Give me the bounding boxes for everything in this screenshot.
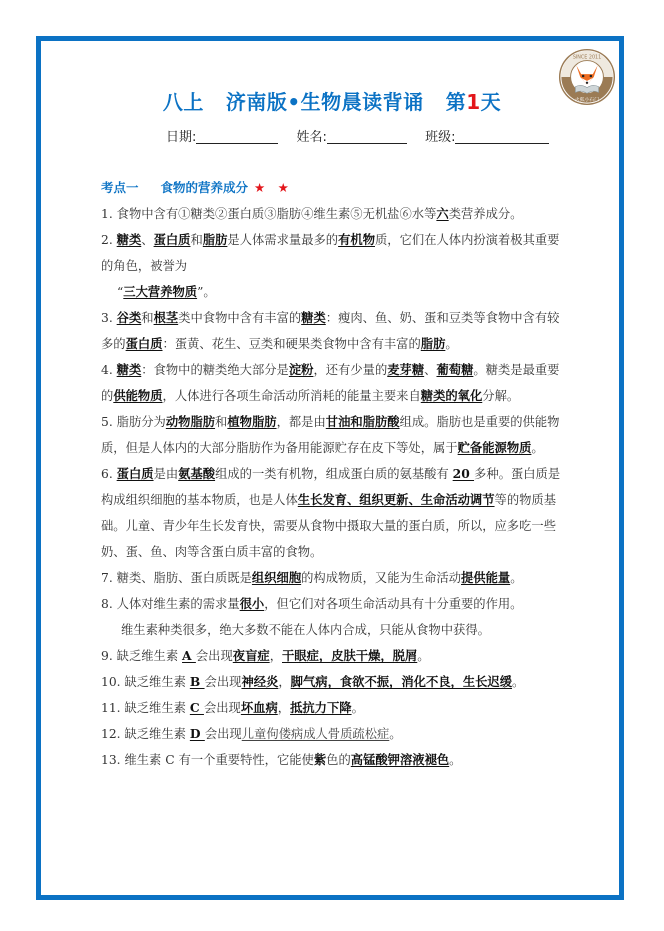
- text-segment: 5. 脂肪分为: [101, 415, 166, 429]
- text-segment: ：瘦肉、鱼、奶、蛋和豆类等食物中含有较多的: [101, 311, 560, 351]
- key-term: 糖类: [116, 362, 142, 377]
- key-term: C: [189, 700, 204, 715]
- key-term: 蛋白质: [153, 232, 191, 247]
- key-term: 供能物质: [113, 388, 163, 403]
- key-term: 高锰酸钾溶液褪色: [350, 752, 450, 767]
- date-label: 日期:: [166, 130, 197, 145]
- name-blank[interactable]: [327, 129, 407, 144]
- key-term: 抵抗力下降: [290, 700, 352, 715]
- list-item: [101, 747, 569, 773]
- text-segment: 1. 食物中含有①糖类②蛋白质③脂肪④维生素⑤无机盐⑥水等: [101, 207, 437, 221]
- text-segment: 。糖类是最重要的: [101, 363, 560, 403]
- key-term: 提供能量: [461, 570, 511, 585]
- text-segment: ，人体进行各项生命活动所消耗的能量主要来自: [162, 389, 421, 403]
- list-item: [101, 721, 569, 747]
- date-blank[interactable]: [196, 129, 278, 144]
- key-term: 淀粉: [288, 362, 314, 377]
- text-segment: ”。: [197, 285, 216, 299]
- key-term: 组织细胞: [251, 570, 302, 585]
- key-term: 很小: [239, 596, 265, 611]
- key-term: 脂肪: [202, 232, 228, 247]
- text-segment: 。: [510, 571, 523, 585]
- section-heading: [101, 178, 293, 196]
- list-item: [101, 591, 569, 617]
- text-segment: 6.: [101, 467, 117, 481]
- text-segment: 3.: [101, 311, 117, 325]
- svg-text:火狐小石门: 火狐小石门: [574, 98, 600, 104]
- student-info-fields: [166, 126, 563, 145]
- list-item: [101, 227, 569, 279]
- text-segment: ，: [278, 675, 291, 689]
- text-segment: 9. 缺乏维生素: [101, 649, 183, 663]
- text-segment: ，还有少量的: [313, 363, 388, 377]
- text-segment: 7. 糖类、脂肪、蛋白质既是: [101, 571, 252, 585]
- title-subject: 济南版•生物晨读背诵: [225, 90, 424, 114]
- star-rating-icon: ★ ★: [254, 180, 293, 195]
- key-term: 麦芽糖: [387, 362, 425, 377]
- text-segment: ，: [269, 649, 282, 663]
- list-item: [101, 279, 569, 305]
- key-term: 植物脂肪: [227, 414, 277, 429]
- key-term: 谷类: [116, 310, 142, 325]
- title-day-prefix: 第: [445, 90, 467, 114]
- text-segment: 。: [512, 675, 525, 689]
- text-segment: ，但它们对各项生命活动具有十分重要的作用。: [264, 597, 523, 611]
- key-term: 蛋白质: [116, 466, 154, 481]
- text-segment: 是人体需求量最多的: [227, 233, 339, 247]
- class-blank[interactable]: [455, 129, 549, 144]
- date-field[interactable]: [166, 126, 278, 145]
- key-term: 干眼症，皮肤干燥，脱屑: [282, 648, 418, 663]
- list-item: [101, 357, 569, 409]
- text-segment: 类中食物中含有丰富的: [178, 311, 302, 325]
- text-segment: 。: [417, 649, 430, 663]
- key-term: 儿童佝偻病成人骨质疏松症: [241, 727, 390, 741]
- key-term: 20: [452, 466, 475, 481]
- list-item: [101, 461, 569, 565]
- list-item: [101, 565, 569, 591]
- key-term: A: [182, 648, 196, 663]
- page-title: [0, 86, 664, 115]
- key-term: 脚气病，食欲不振，消化不良，生长迟缓: [290, 674, 513, 689]
- list-item: [101, 617, 569, 643]
- section-title: 食物的营养成分: [160, 180, 249, 195]
- text-segment: 和: [141, 311, 154, 325]
- text-segment: 。: [445, 337, 458, 351]
- text-segment: 。: [531, 441, 544, 455]
- key-term: 根茎: [153, 310, 179, 325]
- text-segment: 10. 缺乏维生素: [101, 675, 190, 689]
- text-segment: 2.: [101, 233, 117, 247]
- key-term: 蛋白质: [125, 336, 163, 351]
- key-term: 糖类: [301, 310, 326, 325]
- class-field[interactable]: [425, 126, 549, 145]
- text-segment: 。: [389, 727, 402, 741]
- text-segment: 。: [351, 701, 364, 715]
- list-item: [101, 669, 569, 695]
- text-segment: 类营养成分。: [448, 207, 523, 221]
- text-segment: “: [117, 285, 124, 299]
- key-term: 紫: [313, 752, 327, 767]
- key-term: 有机物: [338, 232, 375, 247]
- text-segment: 等的物质基础。儿童、青少年生长发育快，需要从食物中摄取大量的蛋白质，所以，应多吃一些奶、蛋、鱼、肉等含蛋白质丰富的食物。: [101, 493, 557, 559]
- text-segment: 。: [449, 753, 462, 767]
- text-segment: 和: [215, 415, 228, 429]
- key-term: 糖类的氧化: [420, 388, 483, 403]
- text-segment: 维生素种类很多，绝大多数不能在人体内合成，只能从食物中获得。: [121, 623, 490, 637]
- key-term: 葡萄糖: [436, 362, 474, 377]
- text-segment: 是由: [153, 467, 179, 481]
- text-segment: 组成。脂肪也是重要的供能物质，但是人体内的大部分脂肪作为备用能源贮存在皮下等处，属于: [101, 415, 560, 455]
- text-segment: 会出现: [204, 727, 242, 741]
- text-segment: 分解。: [482, 389, 520, 403]
- text-segment: 4.: [101, 363, 117, 377]
- name-label: 姓名:: [296, 130, 327, 145]
- text-segment: 、: [424, 363, 437, 377]
- key-term: B: [189, 674, 205, 689]
- key-term: 三大营养物质: [123, 284, 198, 299]
- name-field[interactable]: [297, 126, 407, 145]
- list-item: [101, 305, 569, 357]
- text-segment: 13. 维生素 C 有一个重要特性，它能使: [101, 753, 314, 767]
- key-term: 糖类: [116, 232, 142, 247]
- key-term: 贮备能源物质: [457, 440, 532, 455]
- text-segment: ，都是由: [276, 415, 326, 429]
- text-segment: ：蛋黄、花生、豆类和硬果类食物中含有丰富的: [162, 337, 421, 351]
- text-segment: ，: [277, 701, 291, 715]
- text-segment: ：食物中的糖类绝大部分是: [141, 363, 289, 377]
- key-term: D: [189, 726, 205, 741]
- key-term: 生长发育、组织更新、生命活动调节: [297, 492, 495, 507]
- text-segment: 多种。蛋白质是构成组织细胞的基本物质，也是人体: [101, 467, 561, 507]
- text-segment: 和: [190, 233, 203, 247]
- class-label: 班级:: [425, 130, 456, 145]
- key-term: 脂肪: [420, 336, 446, 351]
- text-segment: 质，它们在人体内扮演着极其重要的角色，被誉为: [101, 233, 560, 273]
- key-term: 动物脂肪: [165, 414, 216, 429]
- title-day-number: 1: [466, 90, 481, 114]
- recitation-list: [101, 201, 569, 773]
- title-grade: 八上: [162, 90, 204, 114]
- list-item: [101, 643, 569, 669]
- key-term: 夜盲症: [232, 648, 270, 663]
- text-segment: 会出现: [203, 701, 241, 715]
- text-segment: 组成的一类有机物，组成蛋白质的氨基酸有: [215, 467, 453, 481]
- text-segment: 色的: [326, 753, 351, 767]
- key-term: 氨基酸: [178, 466, 216, 481]
- text-segment: 8. 人体对维生素的需求量: [101, 597, 240, 611]
- text-segment: 会出现: [204, 675, 242, 689]
- text-segment: 会出现: [195, 649, 233, 663]
- key-term: 神经炎: [241, 674, 279, 689]
- text-segment: 11. 缺乏维生素: [101, 701, 190, 715]
- svg-text:SINCE 2011: SINCE 2011: [572, 55, 602, 61]
- list-item: [101, 695, 569, 721]
- list-item: [101, 409, 569, 461]
- key-term: 甘油和脂肪酸: [325, 414, 400, 429]
- section-label: 考点一: [101, 180, 139, 195]
- text-segment: 、: [141, 233, 154, 247]
- title-day-suffix: 天: [480, 90, 502, 114]
- list-item: [101, 201, 569, 227]
- text-segment: 12. 缺乏维生素: [101, 727, 190, 741]
- key-term: 坏血病: [240, 700, 278, 715]
- text-segment: 的构成物质，又能为生命活动: [301, 571, 461, 585]
- key-term: 六: [436, 206, 449, 221]
